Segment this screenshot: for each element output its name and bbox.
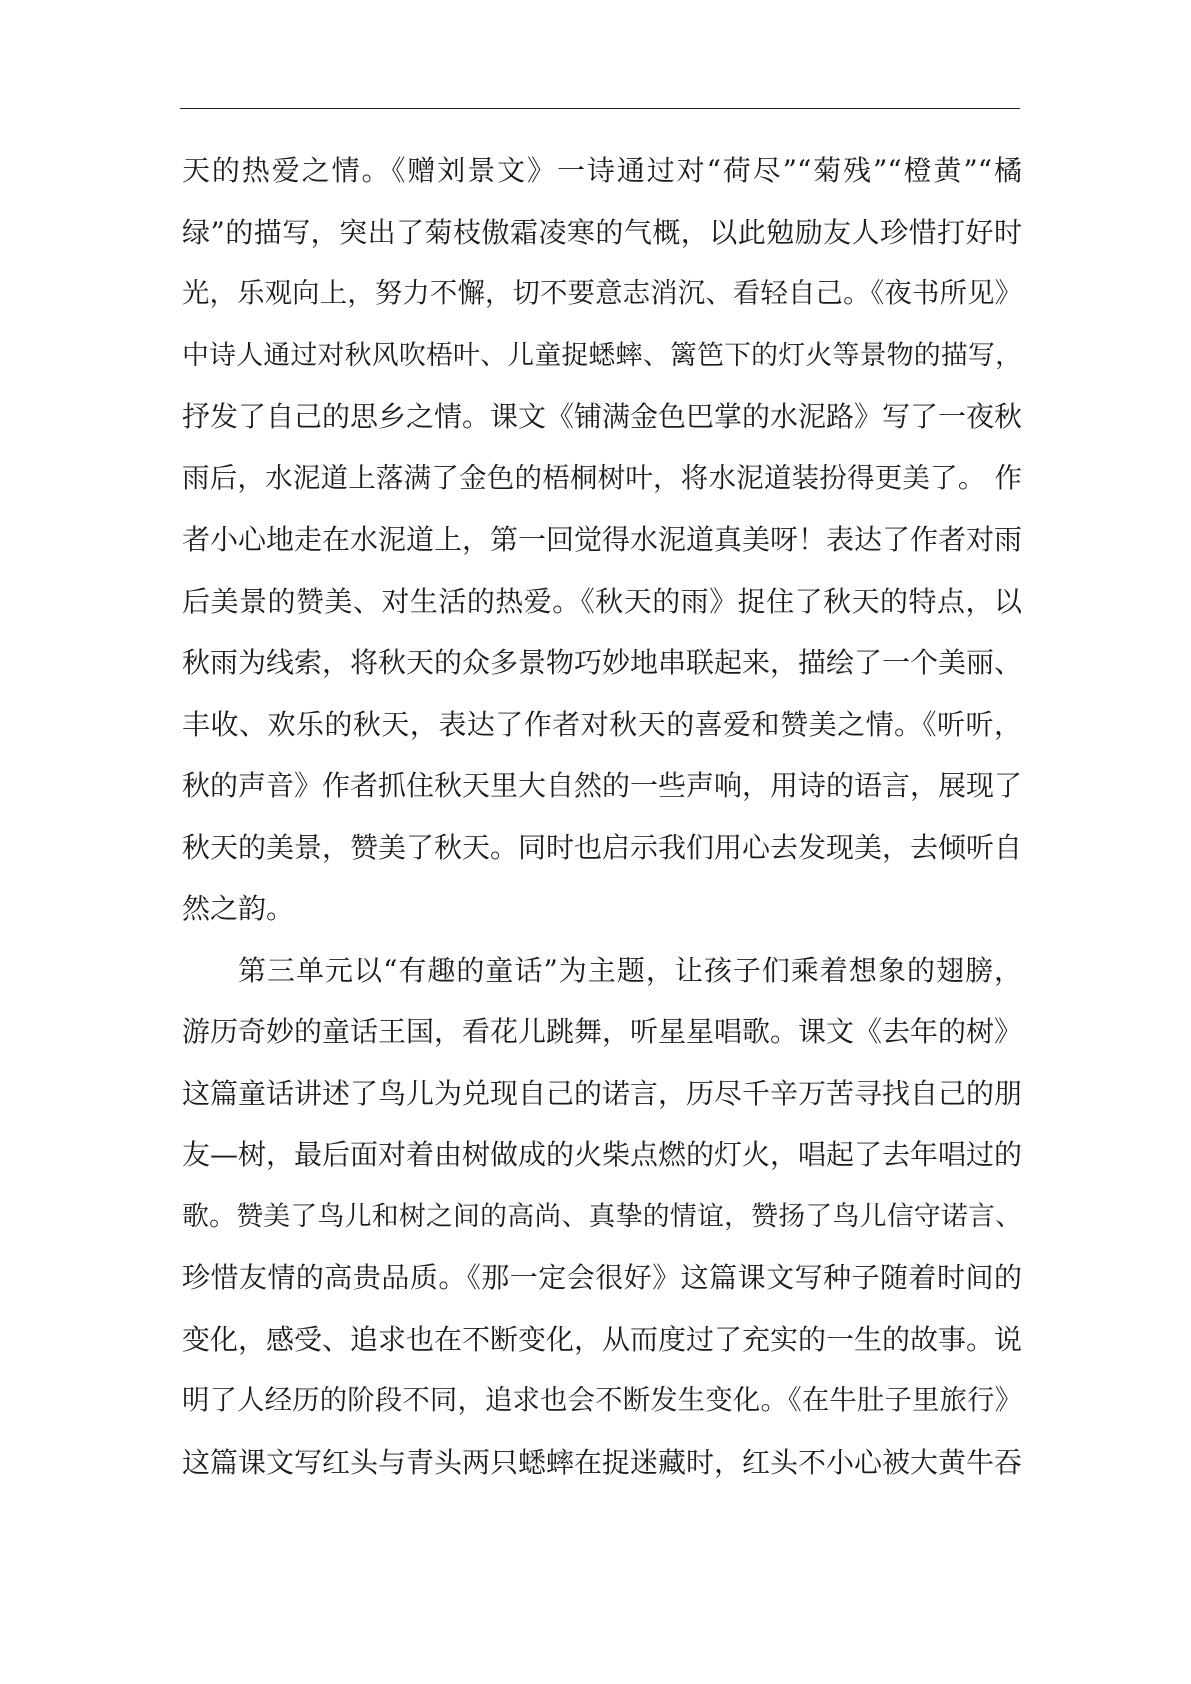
- paragraph-1-line: 中诗人通过对秋风吹梧叶、儿童捉蟋蟀、篱笆下的灯火等景物的描写，: [182, 339, 1022, 371]
- paragraph-1-line: 绿”的描写，突出了菊枝傲霜凌寒的气概，以此勉励友人珍惜打好时: [182, 215, 1022, 249]
- header-rule: [180, 108, 1020, 109]
- paragraph-1-line: 天的热爱之情。《赠刘景文》一诗通过对“荷尽”“菊残”“橙黄”“橘: [182, 154, 1022, 187]
- paragraph-1-line: 秋雨为线索，将秋天的众多景物巧妙地串联起来，描绘了一个美丽、: [182, 646, 1023, 679]
- paragraph-2-line: 明了人经历的阶段不同，追求也会不断发生变化。《在牛肚子里旅行》: [182, 1385, 1022, 1416]
- paragraph-1-line: 秋天的美景，赞美了秋天。同时也启示我们用心去发现美，去倾听自: [182, 830, 1023, 864]
- paragraph-2-line: 友—树，最后面对着由树做成的火柴点燃的灯火，唱起了去年唱过的: [182, 1138, 1023, 1171]
- paragraph-1-line: 雨后，水泥道上落满了金色的梧桐树叶，将水泥道装扮得更美了。 作: [182, 461, 1022, 494]
- paragraph-1-line: 抒发了自己的思乡之情。课文《铺满金色巴掌的水泥路》写了一夜秋: [182, 400, 1023, 433]
- paragraph-2-line: 第三单元以“有趣的童话”为主题，让孩子们乘着想象的翅膀，: [238, 953, 1022, 987]
- paragraph-1-line: 光，乐观向上，努力不懈，切不要意志消沉、看轻自己。《夜书所见》: [182, 278, 1022, 309]
- paragraph-2-line: 游历奇妙的童话王国，看花儿跳舞，听星星唱歌。课文《去年的树》: [182, 1015, 1023, 1048]
- paragraph-2-line: 珍惜友情的高贵品质。《那一定会很好》这篇课文写种子随着时间的: [182, 1261, 1022, 1294]
- paragraph-2-line: 变化，感受、追求也在不断变化，从而度过了充实的一生的故事。说: [182, 1322, 1023, 1356]
- paragraph-1-line: 丰收、欢乐的秋天，表达了作者对秋天的喜爱和赞美之情。《听听，: [182, 707, 1022, 741]
- paragraph-2-line: 这篇课文写红头与青头两只蟋蟀在捉迷藏时，红头不小心被大黄牛吞: [182, 1445, 1023, 1479]
- body-text: [182, 140, 1022, 1493]
- paragraph-1-line: 者小心地走在水泥道上，第一回觉得水泥道真美呀！表达了作者对雨: [182, 523, 1023, 556]
- paragraph-1-line: 后美景的赞美、对生活的热爱。《秋天的雨》捉住了秋天的特点，以: [182, 584, 1022, 618]
- paragraph-1-line: 然之韵。: [182, 892, 295, 925]
- paragraph-2-line: 这篇童话讲述了鸟儿为兑现自己的诺言，历尽千辛万苦寻找自己的朋: [182, 1076, 1023, 1110]
- paragraph-1-line: 秋的声音》作者抓住秋天里大自然的一些声响，用诗的语言，展现了: [182, 769, 1023, 802]
- paragraph-2-line: 歌。赞美了鸟儿和树之间的高尚、真挚的情谊，赞扬了鸟儿信守诺言、: [182, 1200, 1022, 1232]
